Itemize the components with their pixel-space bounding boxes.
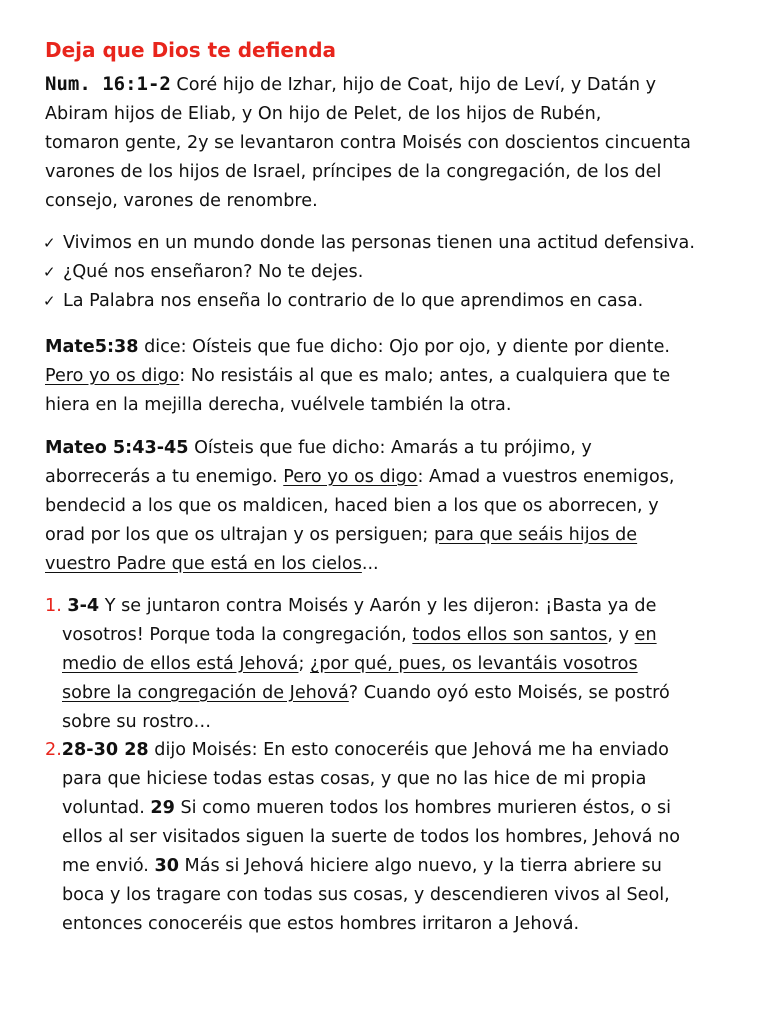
- checklist-item: ✓ ¿Qué nos enseñaron? No te dejes.: [43, 258, 695, 287]
- underlined-phrase: medio de ellos está Jehová: [62, 654, 299, 674]
- numbered-item-2: 2.28-30 28 dijo Moisés: En esto conoceréis que Jehová me ha enviado para que hiciese todas estas cosas, y que no las hice de mi propia voluntad. 29 Si como mueren todos los hombres murieren éstos, o si ellos al ser visitados siguen la suerte de todos los hombres, Jehová no me envió. 30 Más si Jehová hiciere algo nuevo, y la tierra abriere su boca y los tragare con todas sus cosas, y descendieren vivos al Seol, entonces conoceréis que estos hombres irritaron a Jehová.: [45, 740, 681, 934]
- mateo-5-43-passage: Mateo 5:43-45 Oísteis que fue dicho: Amarás a tu prójimo, y aborrecerás a tu enemigo. Pero yo os digo: Amad a vuestros enemigos, bendecid a los que os maldicen, haced bien a los que os aborrecen, y orad por los que os ultrajan y os persiguen; para que seáis hijos de vuestro Padre que está en los cielos...: [45, 438, 675, 574]
- document-title: Deja que Dios te defienda: [45, 38, 337, 62]
- underlined-phrase: en: [634, 625, 657, 645]
- checkmark-icon: ✓: [43, 234, 56, 252]
- mateo543-reference: Mateo 5:43-45: [45, 438, 189, 458]
- checkmark-icon: ✓: [43, 292, 56, 310]
- passage-line: varones de los hijos de Israel, príncipes de la congregación, de los del: [45, 162, 662, 182]
- checklist-item: ✓ La Palabra nos enseña lo contrario de lo que aprendimos en casa.: [43, 287, 695, 316]
- underlined-phrase: vuestro Padre que está en los cielos: [45, 554, 362, 574]
- underlined-phrase: Pero yo os digo: [283, 467, 418, 487]
- passage-line: tomaron gente, 2y se levantaron contra Moisés con doscientos cincuenta: [45, 133, 691, 153]
- verse-number: 28-30 28: [61, 740, 149, 760]
- item-number: 1.: [45, 596, 62, 616]
- mate538-reference: Mate5:38: [45, 337, 139, 357]
- passage-line: consejo, varones de renombre.: [45, 191, 318, 211]
- passage-line: Abiram hijos de Eliab, y On hijo de Pelet, de los hijos de Rubén,: [45, 104, 602, 124]
- mate-5-38-passage: Mate5:38 dice: Oísteis que fue dicho: Ojo por ojo, y diente por diente. Pero yo os digo: No resistáis al que es malo; antes, a cualquiera que te hiera en la mejilla derecha, vuélvele también la otra.: [45, 337, 671, 415]
- checkmark-icon: ✓: [43, 263, 56, 281]
- underlined-phrase: ¿por qué, pues, os levantáis vosotros: [310, 654, 638, 674]
- underlined-phrase: todos ellos son santos: [412, 625, 608, 645]
- underlined-phrase: para que seáis hijos de: [433, 525, 638, 545]
- verse-number: 29: [150, 798, 175, 818]
- passage-line: Coré hijo de Izhar, hijo de Coat, hijo de Leví, y Datán y: [170, 75, 657, 95]
- verse-number: 30: [154, 856, 179, 876]
- checklist: [43, 229, 695, 316]
- verse-number: 3-4: [67, 596, 100, 616]
- underlined-phrase: sobre la congregación de Jehová: [62, 683, 349, 703]
- checklist-item: ✓ Vivimos en un mundo donde las personas tienen una actitud defensiva.: [43, 229, 695, 258]
- num-reference: Num. 16:1-2: [45, 73, 171, 95]
- numbered-item-1: 1. 3-4 Y se juntaron contra Moisés y Aarón y les dijeron: ¡Basta ya de vosotros! Porque toda la congregación, todos ellos son santos, y en medio de ellos está Jehová; ¿por qué, pues, os levantáis vosotros sobre la congregación de Jehová? Cuando oyó esto Moisés, se postró sobre su rostro…: [45, 596, 670, 732]
- item-number: 2.: [45, 740, 62, 760]
- underlined-phrase: Pero yo os digo: [45, 366, 180, 386]
- num-16-passage: [45, 70, 735, 216]
